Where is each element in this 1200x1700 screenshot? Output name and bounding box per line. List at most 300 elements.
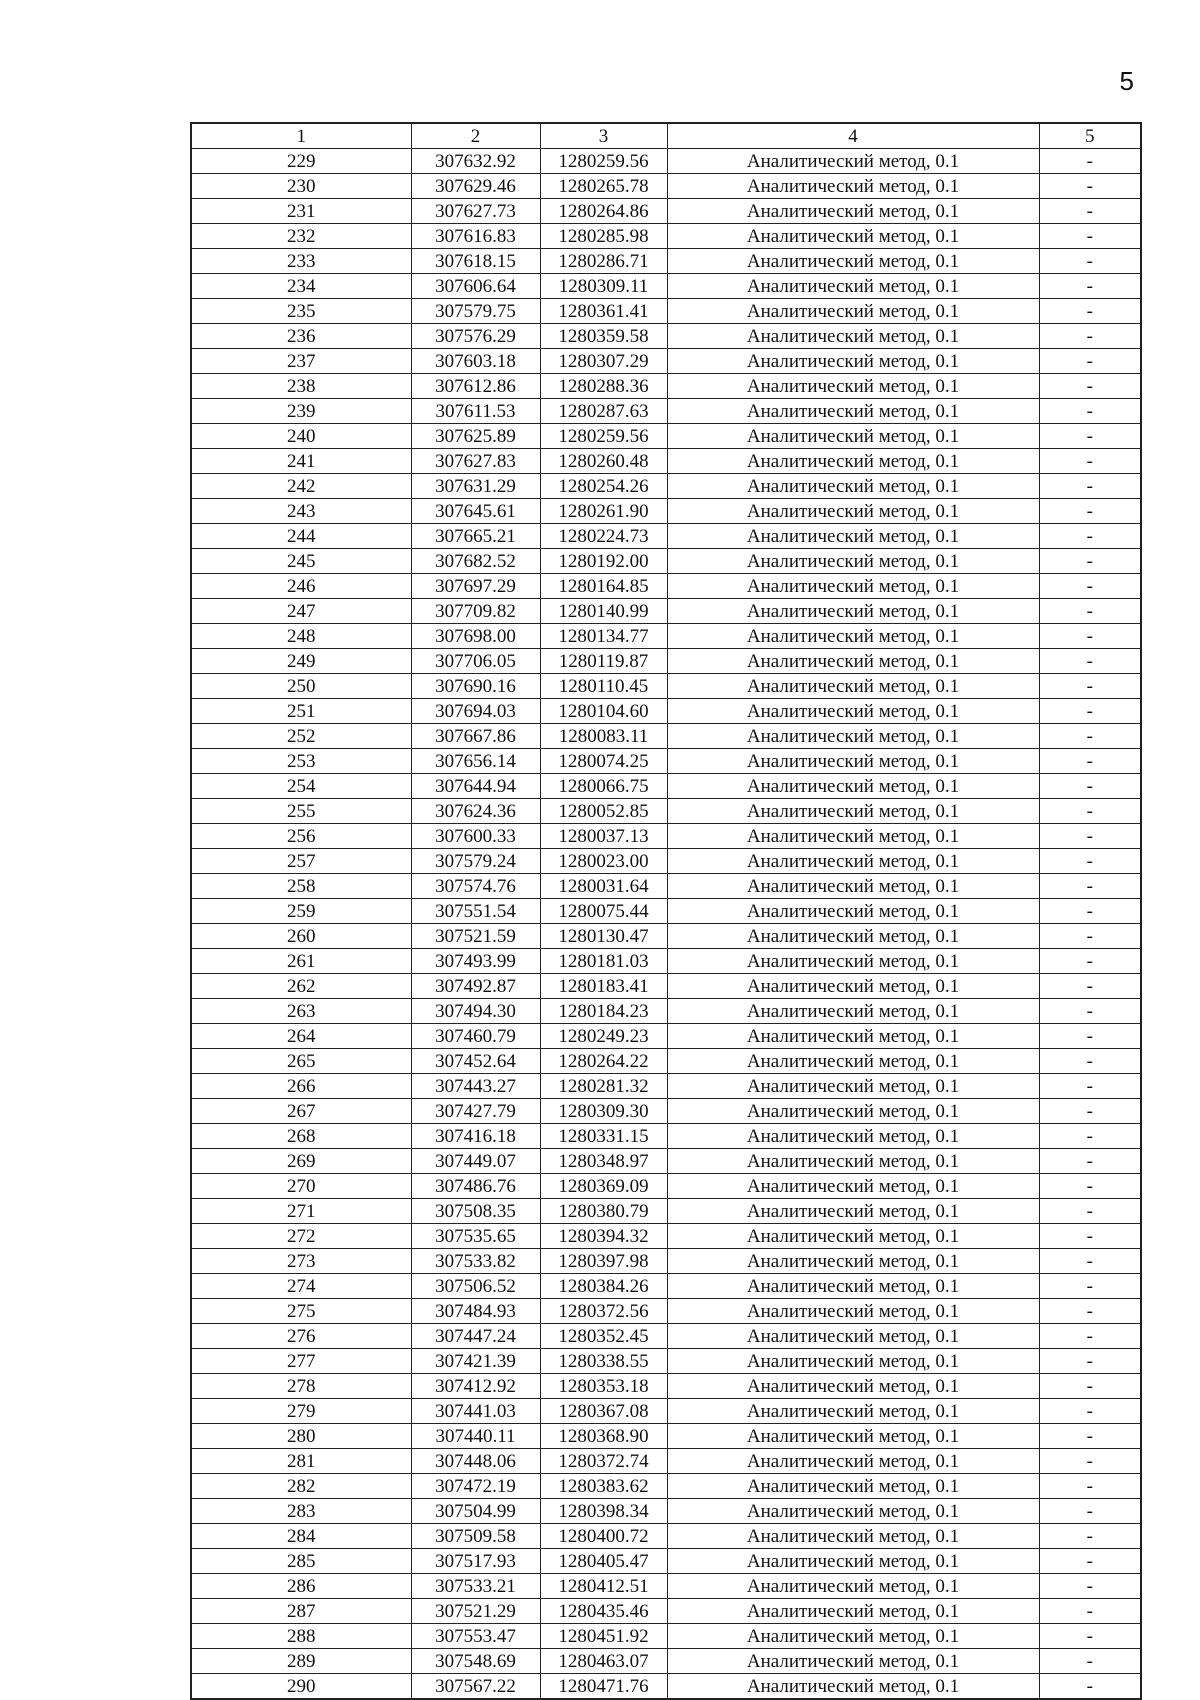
table-row	[191, 1074, 1141, 1099]
y-coordinate-cell: 1280361.41	[540, 299, 667, 324]
table-row	[191, 1549, 1141, 1574]
method-cell: Аналитический метод, 0.1	[667, 1649, 1039, 1674]
method-cell: Аналитический метод, 0.1	[667, 874, 1039, 899]
x-coordinate-cell: 307472.19	[411, 1474, 540, 1499]
description-cell: -	[1039, 1624, 1141, 1649]
y-coordinate-cell: 1280471.76	[540, 1674, 667, 1700]
y-coordinate-cell: 1280288.36	[540, 374, 667, 399]
point-number-cell: 233	[191, 249, 411, 274]
table-row	[191, 974, 1141, 999]
x-coordinate-cell: 307574.76	[411, 874, 540, 899]
table-row	[191, 774, 1141, 799]
x-coordinate-cell: 307441.03	[411, 1399, 540, 1424]
description-cell: -	[1039, 524, 1141, 549]
y-coordinate-cell: 1280264.86	[540, 199, 667, 224]
description-cell: -	[1039, 874, 1141, 899]
point-number-cell: 260	[191, 924, 411, 949]
header-x-coordinate: 2	[411, 123, 540, 149]
method-cell: Аналитический метод, 0.1	[667, 549, 1039, 574]
table-row	[191, 624, 1141, 649]
x-coordinate-cell: 307553.47	[411, 1624, 540, 1649]
y-coordinate-cell: 1280260.48	[540, 449, 667, 474]
table-body	[191, 149, 1141, 1700]
table-row	[191, 424, 1141, 449]
y-coordinate-cell: 1280397.98	[540, 1249, 667, 1274]
x-coordinate-cell: 307632.92	[411, 149, 540, 174]
point-number-cell: 273	[191, 1249, 411, 1274]
method-cell: Аналитический метод, 0.1	[667, 599, 1039, 624]
point-number-cell: 264	[191, 1024, 411, 1049]
y-coordinate-cell: 1280052.85	[540, 799, 667, 824]
y-coordinate-cell: 1280400.72	[540, 1524, 667, 1549]
y-coordinate-cell: 1280405.47	[540, 1549, 667, 1574]
y-coordinate-cell: 1280286.71	[540, 249, 667, 274]
table-row	[191, 724, 1141, 749]
method-cell: Аналитический метод, 0.1	[667, 449, 1039, 474]
point-number-cell: 283	[191, 1499, 411, 1524]
point-number-cell: 252	[191, 724, 411, 749]
description-cell: -	[1039, 949, 1141, 974]
method-cell: Аналитический метод, 0.1	[667, 1424, 1039, 1449]
x-coordinate-cell: 307644.94	[411, 774, 540, 799]
point-number-cell: 253	[191, 749, 411, 774]
description-cell: -	[1039, 1299, 1141, 1324]
point-number-cell: 237	[191, 349, 411, 374]
method-cell: Аналитический метод, 0.1	[667, 1449, 1039, 1474]
description-cell: -	[1039, 824, 1141, 849]
x-coordinate-cell: 307694.03	[411, 699, 540, 724]
y-coordinate-cell: 1280309.30	[540, 1099, 667, 1124]
table-row	[191, 524, 1141, 549]
y-coordinate-cell: 1280287.63	[540, 399, 667, 424]
point-number-cell: 290	[191, 1674, 411, 1700]
x-coordinate-cell: 307606.64	[411, 274, 540, 299]
y-coordinate-cell: 1280383.62	[540, 1474, 667, 1499]
method-cell: Аналитический метод, 0.1	[667, 949, 1039, 974]
point-number-cell: 258	[191, 874, 411, 899]
point-number-cell: 247	[191, 599, 411, 624]
method-cell: Аналитический метод, 0.1	[667, 824, 1039, 849]
method-cell: Аналитический метод, 0.1	[667, 1499, 1039, 1524]
table-row	[191, 1099, 1141, 1124]
table-row	[191, 274, 1141, 299]
method-cell: Аналитический метод, 0.1	[667, 899, 1039, 924]
y-coordinate-cell: 1280359.58	[540, 324, 667, 349]
x-coordinate-cell: 307517.93	[411, 1549, 540, 1574]
x-coordinate-cell: 307629.46	[411, 174, 540, 199]
point-number-cell: 235	[191, 299, 411, 324]
x-coordinate-cell: 307551.54	[411, 899, 540, 924]
point-number-cell: 265	[191, 1049, 411, 1074]
x-coordinate-cell: 307690.16	[411, 674, 540, 699]
y-coordinate-cell: 1280075.44	[540, 899, 667, 924]
table-row	[191, 149, 1141, 174]
description-cell: -	[1039, 224, 1141, 249]
x-coordinate-cell: 307492.87	[411, 974, 540, 999]
method-cell: Аналитический метод, 0.1	[667, 1399, 1039, 1424]
table-row	[191, 749, 1141, 774]
header-row	[191, 123, 1141, 149]
point-number-cell: 274	[191, 1274, 411, 1299]
x-coordinate-cell: 307682.52	[411, 549, 540, 574]
description-cell: -	[1039, 699, 1141, 724]
table-row	[191, 1649, 1141, 1674]
table-row	[191, 1024, 1141, 1049]
x-coordinate-cell: 307533.21	[411, 1574, 540, 1599]
description-cell: -	[1039, 1549, 1141, 1574]
x-coordinate-cell: 307440.11	[411, 1424, 540, 1449]
method-cell: Аналитический метод, 0.1	[667, 624, 1039, 649]
table-row	[191, 399, 1141, 424]
description-cell: -	[1039, 1074, 1141, 1099]
x-coordinate-cell: 307603.18	[411, 349, 540, 374]
x-coordinate-cell: 307508.35	[411, 1199, 540, 1224]
description-cell: -	[1039, 849, 1141, 874]
y-coordinate-cell: 1280031.64	[540, 874, 667, 899]
x-coordinate-cell: 307567.22	[411, 1674, 540, 1700]
method-cell: Аналитический метод, 0.1	[667, 1674, 1039, 1700]
x-coordinate-cell: 307484.93	[411, 1299, 540, 1324]
coordinates-table	[190, 122, 1142, 1700]
description-cell: -	[1039, 549, 1141, 574]
description-cell: -	[1039, 1149, 1141, 1174]
x-coordinate-cell: 307611.53	[411, 399, 540, 424]
table-row	[191, 1374, 1141, 1399]
description-cell: -	[1039, 399, 1141, 424]
y-coordinate-cell: 1280384.26	[540, 1274, 667, 1299]
point-number-cell: 245	[191, 549, 411, 574]
x-coordinate-cell: 307486.76	[411, 1174, 540, 1199]
description-cell: -	[1039, 149, 1141, 174]
point-number-cell: 241	[191, 449, 411, 474]
table-row	[191, 574, 1141, 599]
method-cell: Аналитический метод, 0.1	[667, 1074, 1039, 1099]
x-coordinate-cell: 307709.82	[411, 599, 540, 624]
table-row	[191, 1274, 1141, 1299]
x-coordinate-cell: 307448.06	[411, 1449, 540, 1474]
description-cell: -	[1039, 974, 1141, 999]
x-coordinate-cell: 307412.92	[411, 1374, 540, 1399]
method-cell: Аналитический метод, 0.1	[667, 224, 1039, 249]
table-row	[191, 1149, 1141, 1174]
description-cell: -	[1039, 349, 1141, 374]
point-number-cell: 246	[191, 574, 411, 599]
method-cell: Аналитический метод, 0.1	[667, 1124, 1039, 1149]
point-number-cell: 278	[191, 1374, 411, 1399]
point-number-cell: 289	[191, 1649, 411, 1674]
method-cell: Аналитический метод, 0.1	[667, 374, 1039, 399]
table-row	[191, 1399, 1141, 1424]
x-coordinate-cell: 307493.99	[411, 949, 540, 974]
x-coordinate-cell: 307521.29	[411, 1599, 540, 1624]
table-row	[191, 449, 1141, 474]
method-cell: Аналитический метод, 0.1	[667, 749, 1039, 774]
point-number-cell: 234	[191, 274, 411, 299]
method-cell: Аналитический метод, 0.1	[667, 574, 1039, 599]
y-coordinate-cell: 1280264.22	[540, 1049, 667, 1074]
point-number-cell: 255	[191, 799, 411, 824]
method-cell: Аналитический метод, 0.1	[667, 1349, 1039, 1374]
y-coordinate-cell: 1280119.87	[540, 649, 667, 674]
point-number-cell: 271	[191, 1199, 411, 1224]
y-coordinate-cell: 1280083.11	[540, 724, 667, 749]
description-cell: -	[1039, 424, 1141, 449]
y-coordinate-cell: 1280412.51	[540, 1574, 667, 1599]
point-number-cell: 231	[191, 199, 411, 224]
y-coordinate-cell: 1280265.78	[540, 174, 667, 199]
point-number-cell: 244	[191, 524, 411, 549]
point-number-cell: 275	[191, 1299, 411, 1324]
x-coordinate-cell: 307443.27	[411, 1074, 540, 1099]
point-number-cell: 251	[191, 699, 411, 724]
table-row	[191, 499, 1141, 524]
point-number-cell: 282	[191, 1474, 411, 1499]
x-coordinate-cell: 307494.30	[411, 999, 540, 1024]
point-number-cell: 277	[191, 1349, 411, 1374]
description-cell: -	[1039, 324, 1141, 349]
point-number-cell: 239	[191, 399, 411, 424]
table-row	[191, 674, 1141, 699]
description-cell: -	[1039, 1374, 1141, 1399]
header-point-number: 1	[191, 123, 411, 149]
x-coordinate-cell: 307706.05	[411, 649, 540, 674]
point-number-cell: 262	[191, 974, 411, 999]
x-coordinate-cell: 307667.86	[411, 724, 540, 749]
y-coordinate-cell: 1280372.56	[540, 1299, 667, 1324]
description-cell: -	[1039, 499, 1141, 524]
x-coordinate-cell: 307612.86	[411, 374, 540, 399]
y-coordinate-cell: 1280352.45	[540, 1324, 667, 1349]
y-coordinate-cell: 1280309.11	[540, 274, 667, 299]
point-number-cell: 267	[191, 1099, 411, 1124]
x-coordinate-cell: 307416.18	[411, 1124, 540, 1149]
y-coordinate-cell: 1280281.32	[540, 1074, 667, 1099]
table-row	[191, 1124, 1141, 1149]
description-cell: -	[1039, 1274, 1141, 1299]
point-number-cell: 281	[191, 1449, 411, 1474]
table-row	[191, 799, 1141, 824]
y-coordinate-cell: 1280372.74	[540, 1449, 667, 1474]
description-cell: -	[1039, 1524, 1141, 1549]
x-coordinate-cell: 307460.79	[411, 1024, 540, 1049]
description-cell: -	[1039, 799, 1141, 824]
y-coordinate-cell: 1280249.23	[540, 1024, 667, 1049]
description-cell: -	[1039, 1024, 1141, 1049]
table-row	[191, 1599, 1141, 1624]
x-coordinate-cell: 307447.24	[411, 1324, 540, 1349]
description-cell: -	[1039, 774, 1141, 799]
description-cell: -	[1039, 1324, 1141, 1349]
point-number-cell: 229	[191, 149, 411, 174]
description-cell: -	[1039, 574, 1141, 599]
point-number-cell: 257	[191, 849, 411, 874]
table-row	[191, 824, 1141, 849]
method-cell: Аналитический метод, 0.1	[667, 524, 1039, 549]
method-cell: Аналитический метод, 0.1	[667, 174, 1039, 199]
x-coordinate-cell: 307631.29	[411, 474, 540, 499]
y-coordinate-cell: 1280353.18	[540, 1374, 667, 1399]
table-row	[191, 1674, 1141, 1700]
description-cell: -	[1039, 1349, 1141, 1374]
method-cell: Аналитический метод, 0.1	[667, 1249, 1039, 1274]
description-cell: -	[1039, 749, 1141, 774]
x-coordinate-cell: 307625.89	[411, 424, 540, 449]
method-cell: Аналитический метод, 0.1	[667, 1099, 1039, 1124]
description-cell: -	[1039, 724, 1141, 749]
point-number-cell: 263	[191, 999, 411, 1024]
description-cell: -	[1039, 299, 1141, 324]
description-cell: -	[1039, 274, 1141, 299]
x-coordinate-cell: 307698.00	[411, 624, 540, 649]
y-coordinate-cell: 1280181.03	[540, 949, 667, 974]
method-cell: Аналитический метод, 0.1	[667, 1549, 1039, 1574]
x-coordinate-cell: 307506.52	[411, 1274, 540, 1299]
method-cell: Аналитический метод, 0.1	[667, 699, 1039, 724]
x-coordinate-cell: 307427.79	[411, 1099, 540, 1124]
method-cell: Аналитический метод, 0.1	[667, 849, 1039, 874]
table-header	[191, 123, 1141, 149]
method-cell: Аналитический метод, 0.1	[667, 774, 1039, 799]
method-cell: Аналитический метод, 0.1	[667, 1324, 1039, 1349]
y-coordinate-cell: 1280285.98	[540, 224, 667, 249]
point-number-cell: 240	[191, 424, 411, 449]
table-row	[191, 1174, 1141, 1199]
point-number-cell: 261	[191, 949, 411, 974]
table-row	[191, 1624, 1141, 1649]
method-cell: Аналитический метод, 0.1	[667, 149, 1039, 174]
table-row	[191, 599, 1141, 624]
method-cell: Аналитический метод, 0.1	[667, 1599, 1039, 1624]
y-coordinate-cell: 1280307.29	[540, 349, 667, 374]
method-cell: Аналитический метод, 0.1	[667, 474, 1039, 499]
table-row	[191, 1524, 1141, 1549]
table-row	[191, 699, 1141, 724]
description-cell: -	[1039, 374, 1141, 399]
method-cell: Аналитический метод, 0.1	[667, 1199, 1039, 1224]
x-coordinate-cell: 307535.65	[411, 1224, 540, 1249]
x-coordinate-cell: 307697.29	[411, 574, 540, 599]
method-cell: Аналитический метод, 0.1	[667, 999, 1039, 1024]
y-coordinate-cell: 1280348.97	[540, 1149, 667, 1174]
y-coordinate-cell: 1280254.26	[540, 474, 667, 499]
point-number-cell: 285	[191, 1549, 411, 1574]
point-number-cell: 249	[191, 649, 411, 674]
table-row	[191, 374, 1141, 399]
table-row	[191, 924, 1141, 949]
method-cell: Аналитический метод, 0.1	[667, 424, 1039, 449]
point-number-cell: 236	[191, 324, 411, 349]
method-cell: Аналитический метод, 0.1	[667, 1049, 1039, 1074]
description-cell: -	[1039, 1574, 1141, 1599]
x-coordinate-cell: 307509.58	[411, 1524, 540, 1549]
table-row	[191, 1224, 1141, 1249]
table-row	[191, 174, 1141, 199]
description-cell: -	[1039, 1124, 1141, 1149]
y-coordinate-cell: 1280037.13	[540, 824, 667, 849]
point-number-cell: 256	[191, 824, 411, 849]
table-row	[191, 649, 1141, 674]
table-row	[191, 1324, 1141, 1349]
description-cell: -	[1039, 999, 1141, 1024]
table-row	[191, 324, 1141, 349]
y-coordinate-cell: 1280368.90	[540, 1424, 667, 1449]
y-coordinate-cell: 1280074.25	[540, 749, 667, 774]
method-cell: Аналитический метод, 0.1	[667, 399, 1039, 424]
y-coordinate-cell: 1280130.47	[540, 924, 667, 949]
y-coordinate-cell: 1280380.79	[540, 1199, 667, 1224]
description-cell: -	[1039, 1249, 1141, 1274]
x-coordinate-cell: 307600.33	[411, 824, 540, 849]
x-coordinate-cell: 307504.99	[411, 1499, 540, 1524]
description-cell: -	[1039, 1049, 1141, 1074]
table-row	[191, 299, 1141, 324]
method-cell: Аналитический метод, 0.1	[667, 249, 1039, 274]
method-cell: Аналитический метод, 0.1	[667, 1224, 1039, 1249]
y-coordinate-cell: 1280463.07	[540, 1649, 667, 1674]
point-number-cell: 286	[191, 1574, 411, 1599]
method-cell: Аналитический метод, 0.1	[667, 649, 1039, 674]
table-row	[191, 1449, 1141, 1474]
table-row	[191, 1574, 1141, 1599]
table-row	[191, 1499, 1141, 1524]
point-number-cell: 232	[191, 224, 411, 249]
y-coordinate-cell: 1280261.90	[540, 499, 667, 524]
point-number-cell: 279	[191, 1399, 411, 1424]
table-row	[191, 949, 1141, 974]
description-cell: -	[1039, 1174, 1141, 1199]
point-number-cell: 243	[191, 499, 411, 524]
description-cell: -	[1039, 1224, 1141, 1249]
y-coordinate-cell: 1280451.92	[540, 1624, 667, 1649]
description-cell: -	[1039, 474, 1141, 499]
y-coordinate-cell: 1280398.34	[540, 1499, 667, 1524]
y-coordinate-cell: 1280259.56	[540, 149, 667, 174]
table-row	[191, 1249, 1141, 1274]
method-cell: Аналитический метод, 0.1	[667, 974, 1039, 999]
description-cell: -	[1039, 1399, 1141, 1424]
point-number-cell: 269	[191, 1149, 411, 1174]
description-cell: -	[1039, 599, 1141, 624]
method-cell: Аналитический метод, 0.1	[667, 1524, 1039, 1549]
y-coordinate-cell: 1280184.23	[540, 999, 667, 1024]
page-number: 5	[1119, 66, 1134, 96]
y-coordinate-cell: 1280435.46	[540, 1599, 667, 1624]
x-coordinate-cell: 307576.29	[411, 324, 540, 349]
description-cell: -	[1039, 924, 1141, 949]
y-coordinate-cell: 1280224.73	[540, 524, 667, 549]
description-cell: -	[1039, 1599, 1141, 1624]
y-coordinate-cell: 1280183.41	[540, 974, 667, 999]
x-coordinate-cell: 307665.21	[411, 524, 540, 549]
y-coordinate-cell: 1280394.32	[540, 1224, 667, 1249]
method-cell: Аналитический метод, 0.1	[667, 1149, 1039, 1174]
description-cell: -	[1039, 624, 1141, 649]
table-row	[191, 224, 1141, 249]
x-coordinate-cell: 307656.14	[411, 749, 540, 774]
description-cell: -	[1039, 1449, 1141, 1474]
y-coordinate-cell: 1280140.99	[540, 599, 667, 624]
method-cell: Аналитический метод, 0.1	[667, 324, 1039, 349]
y-coordinate-cell: 1280104.60	[540, 699, 667, 724]
description-cell: -	[1039, 199, 1141, 224]
point-number-cell: 248	[191, 624, 411, 649]
x-coordinate-cell: 307627.73	[411, 199, 540, 224]
table-row	[191, 1199, 1141, 1224]
method-cell: Аналитический метод, 0.1	[667, 1574, 1039, 1599]
x-coordinate-cell: 307533.82	[411, 1249, 540, 1274]
y-coordinate-cell: 1280164.85	[540, 574, 667, 599]
x-coordinate-cell: 307618.15	[411, 249, 540, 274]
